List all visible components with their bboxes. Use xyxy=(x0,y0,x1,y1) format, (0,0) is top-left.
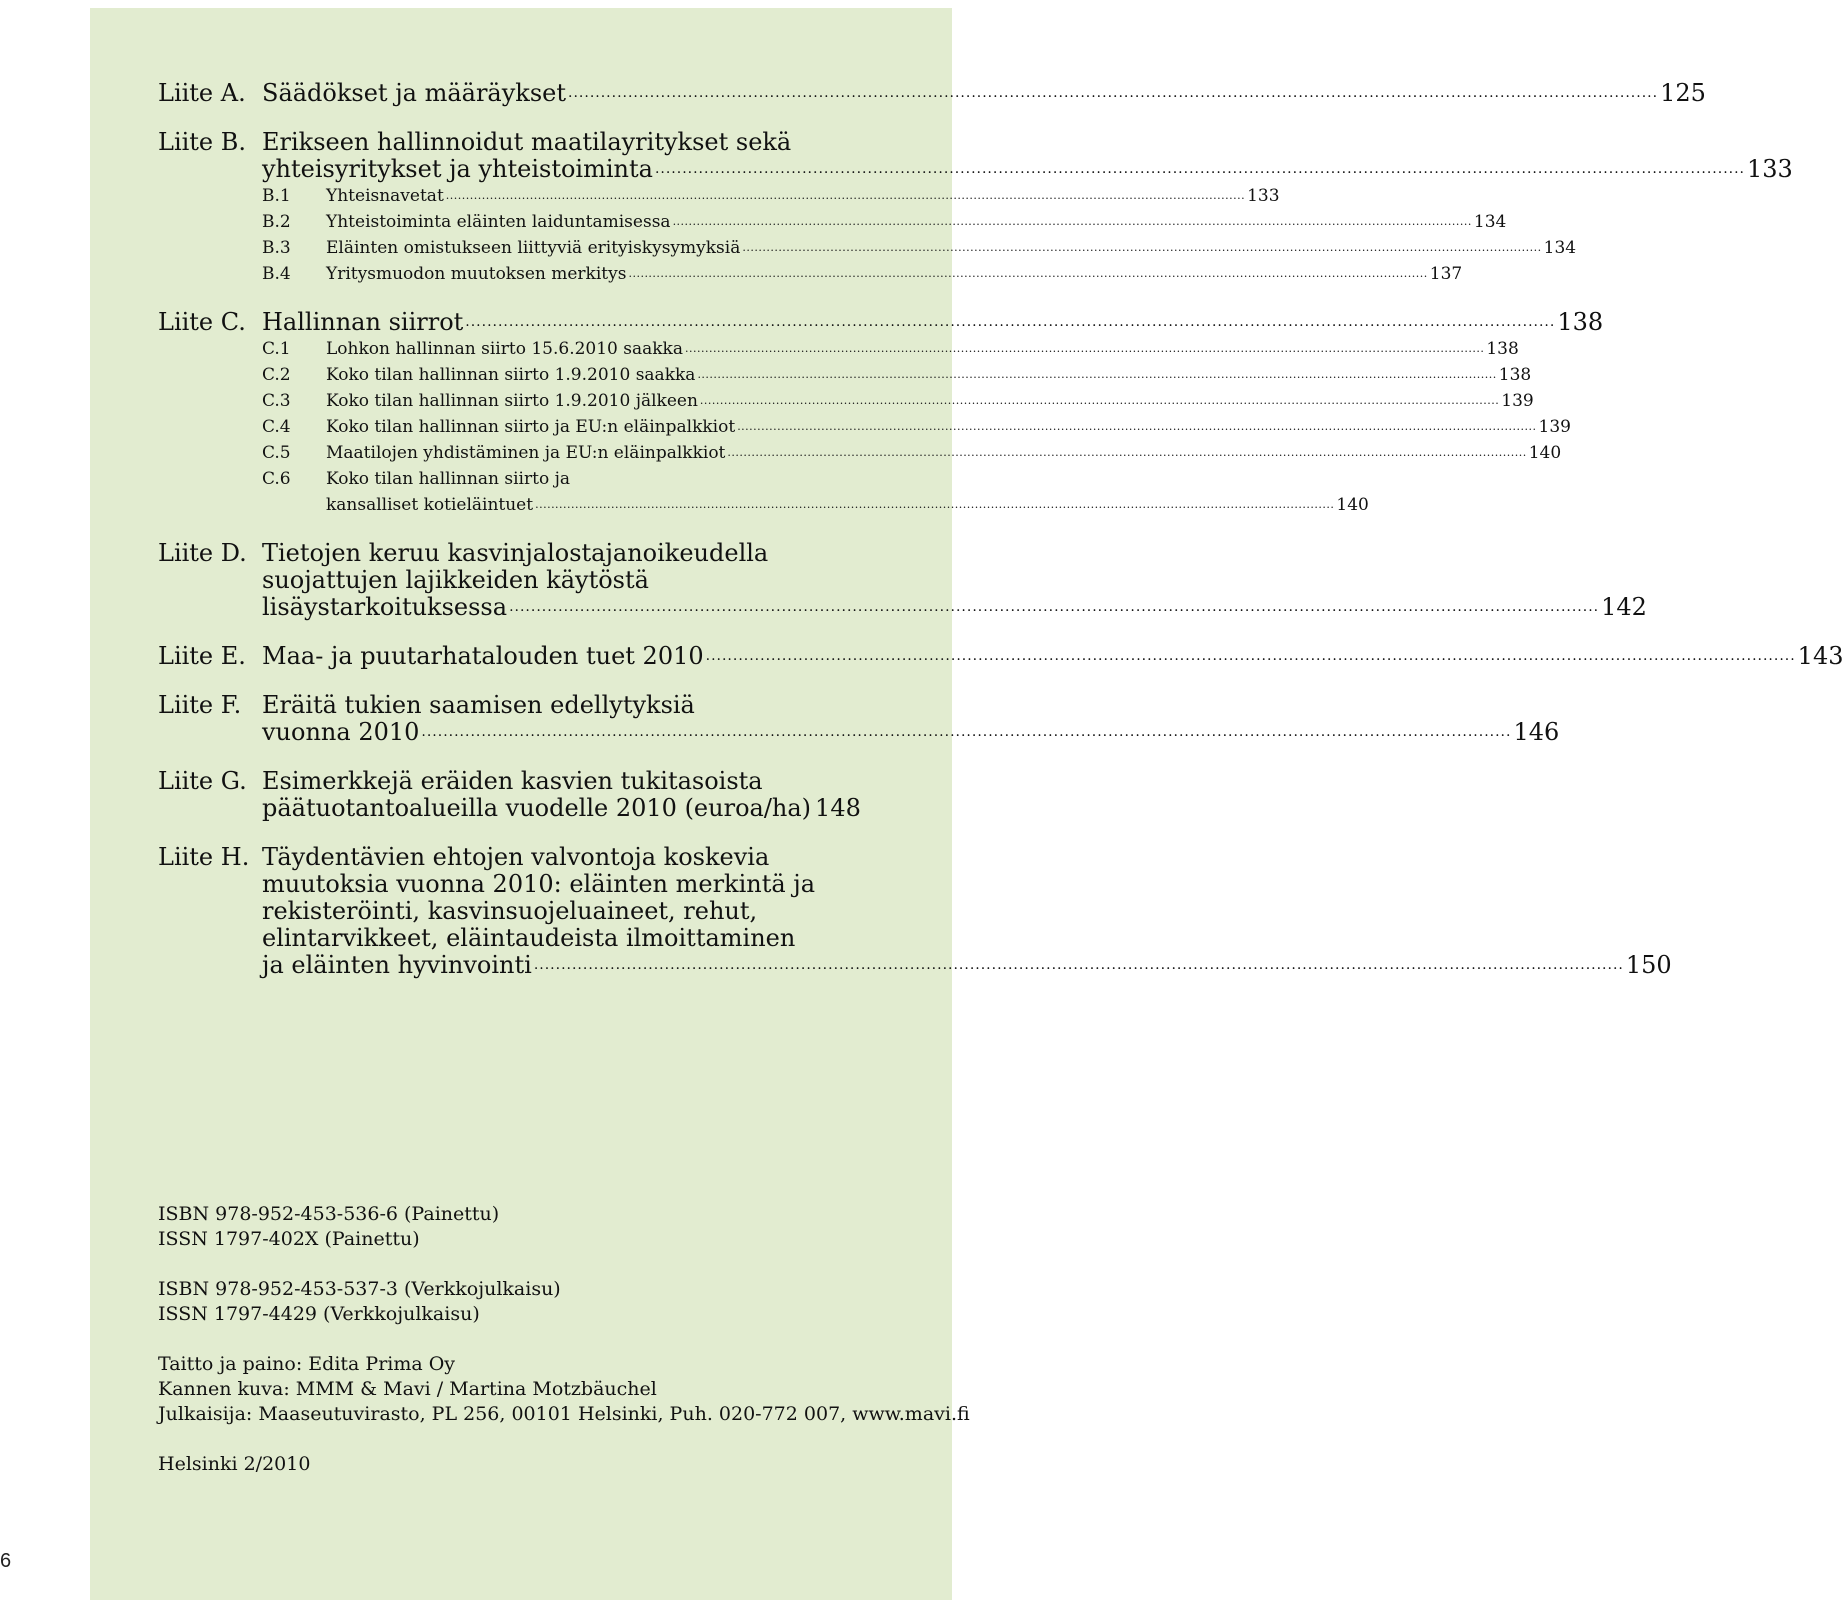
toc-line xyxy=(262,794,861,822)
dot-leader: ........................................................................................................................................................................................................ xyxy=(742,241,1542,254)
toc-subentry xyxy=(158,388,1534,414)
imprint xyxy=(158,1202,970,1477)
toc-page-number: 138 xyxy=(1557,308,1604,336)
toc-entry xyxy=(158,691,1560,746)
issn-web: ISSN 1797-4429 (Verkkojulkaisu) xyxy=(158,1303,480,1325)
subsection-code: C.1 xyxy=(262,339,291,359)
toc-page-number: 137 xyxy=(1429,264,1463,284)
toc-line xyxy=(326,183,1280,209)
toc-line-text: yhteisyritykset ja yhteistoiminta xyxy=(262,155,653,183)
toc-entry xyxy=(158,843,1672,979)
toc-page-number: 138 xyxy=(1486,339,1519,359)
isbn-web: ISBN 978-952-453-537-3 (Verkkojulkaisu) xyxy=(158,1278,561,1300)
toc-entry xyxy=(158,642,1843,670)
subsection-code: B.1 xyxy=(262,186,291,206)
toc-line-text: Yritysmuodon muutoksen merkitys xyxy=(326,264,627,284)
toc-line-text: Lohkon hallinnan siirto 15.6.2010 saakka xyxy=(326,339,683,359)
toc-line-text: Eläinten omistukseen liittyviä erityiskysymyksiä xyxy=(326,238,741,258)
toc-line-text: kansalliset kotieläintuet xyxy=(326,495,534,515)
appendix-label: Liite B. xyxy=(158,128,247,156)
toc-subentry xyxy=(158,414,1571,440)
toc-line xyxy=(326,209,1507,235)
appendix-label: Liite H. xyxy=(158,843,250,871)
toc-subentry xyxy=(158,235,1577,261)
dot-leader: ........................................................................................................................................................................................................ xyxy=(699,394,1500,407)
dot-leader: ........................................................................................................................................................................................................ xyxy=(509,599,1600,615)
dot-leader: ........................................................................................................................................................................................................ xyxy=(465,314,1556,330)
toc-line xyxy=(262,79,1706,107)
dot-leader: ........................................................................................................................................................................................................ xyxy=(535,498,1335,511)
subsection-code: B.4 xyxy=(262,264,291,284)
toc-page-number: 146 xyxy=(1513,718,1560,746)
subsection-code: C.3 xyxy=(262,391,291,411)
toc-line xyxy=(326,440,1562,466)
toc-line-text: muutoksia vuonna 2010: eläinten merkintä ja xyxy=(262,870,816,898)
toc-line-text: Koko tilan hallinnan siirto ja EU:n eläinpalkkiot xyxy=(326,417,736,437)
toc-line xyxy=(262,692,798,719)
toc-page-number: 125 xyxy=(1660,79,1706,107)
toc-line xyxy=(262,308,1604,336)
toc-line xyxy=(326,492,1369,518)
toc-line-text: Täydentävien ehtojen valvontoja koskevia xyxy=(262,843,770,871)
dot-leader: ........................................................................................................................................................................................................ xyxy=(568,85,1659,101)
toc-line-text: Hallinnan siirrot xyxy=(262,308,464,336)
toc-line xyxy=(262,540,798,567)
cover-photo-credit: Kannen kuva: MMM & Mavi / Martina Motzbäuchel xyxy=(158,1378,657,1400)
subsection-code: C.2 xyxy=(262,365,291,385)
toc-page-number: 150 xyxy=(1625,951,1672,979)
appendix-label: Liite A. xyxy=(158,79,246,107)
toc-page-number: 134 xyxy=(1473,212,1507,232)
toc-line xyxy=(326,261,1463,287)
appendix-label: Liite C. xyxy=(158,308,246,336)
toc-line xyxy=(326,466,798,492)
dot-leader: ........................................................................................................................................................................................................ xyxy=(533,957,1624,973)
toc-line xyxy=(326,388,1534,414)
toc-page-number: 133 xyxy=(1747,155,1793,183)
toc-line-text: Maatilojen yhdistäminen ja EU:n eläinpalkkiot xyxy=(326,443,726,463)
toc-line-text: rekisteröinti, kasvinsuojeluaineet, rehut, xyxy=(262,897,758,925)
toc-page-number: 143 xyxy=(1797,642,1843,670)
dot-leader: ........................................................................................................................................................................................................ xyxy=(685,342,1485,355)
toc-line xyxy=(262,593,1647,621)
toc-line-text: Esimerkkejä eräiden kasvien tukitasoista xyxy=(262,767,763,795)
toc-line xyxy=(262,844,798,871)
dot-leader: ........................................................................................................................................................................................................ xyxy=(421,724,1512,740)
toc-page-number: 139 xyxy=(1538,417,1571,437)
toc-entry xyxy=(158,308,1604,336)
toc-line-text: Eräitä tukien saamisen edellytyksiä xyxy=(262,691,695,719)
issn-print: ISSN 1797-402X (Painettu) xyxy=(158,1228,420,1250)
appendix-label: Liite D. xyxy=(158,539,247,567)
toc-entry xyxy=(158,79,1706,107)
dot-leader: ........................................................................................................................................................................................................ xyxy=(705,648,1796,664)
toc-entry xyxy=(158,128,1793,183)
dot-leader: ........................................................................................................................................................................................................ xyxy=(697,368,1497,381)
toc-line-text: vuonna 2010 xyxy=(262,718,420,746)
subsection-code: C.4 xyxy=(262,417,291,437)
toc-line xyxy=(262,898,798,925)
subsection-code: C.6 xyxy=(262,469,291,489)
toc-line xyxy=(326,362,1532,388)
page-number: 6 xyxy=(0,1550,12,1572)
toc-subentry xyxy=(158,336,1519,362)
toc-page-number: 134 xyxy=(1543,238,1577,258)
toc-line-text: Yhteistoiminta eläinten laiduntamisessa xyxy=(326,212,671,232)
toc-page-number: 142 xyxy=(1601,593,1647,621)
table-of-contents xyxy=(158,79,1843,979)
toc-line-text: Maa- ja puutarhatalouden tuet 2010 xyxy=(262,642,704,670)
toc-line xyxy=(326,336,1519,362)
toc-page-number: 133 xyxy=(1247,186,1280,206)
dot-leader: ........................................................................................................................................................................................................ xyxy=(654,161,1745,177)
appendix-label: Liite E. xyxy=(158,642,246,670)
subsection-code: B.2 xyxy=(262,212,291,232)
isbn-print: ISBN 978-952-453-536-6 (Painettu) xyxy=(158,1203,500,1225)
dot-leader: ........................................................................................................................................................................................................ xyxy=(628,267,1428,280)
toc-subentry xyxy=(158,466,1369,518)
dot-leader: ........................................................................................................................................................................................................ xyxy=(737,420,1537,433)
toc-line xyxy=(262,951,1672,979)
toc-page-number: 148 xyxy=(815,794,861,822)
dot-leader: ........................................................................................................................................................................................................ xyxy=(672,215,1472,228)
layout-print-credit: Taitto ja paino: Edita Prima Oy xyxy=(158,1353,456,1375)
toc-line-text: suojattujen lajikkeiden käytöstä xyxy=(262,566,649,594)
toc-line xyxy=(262,129,798,156)
toc-page-number: 139 xyxy=(1501,391,1534,411)
toc-entry xyxy=(158,767,861,822)
toc-subentry xyxy=(158,261,1463,287)
toc-line-text: Koko tilan hallinnan siirto 1.9.2010 saakka xyxy=(326,365,696,385)
toc-line-text: ja eläinten hyvinvointi xyxy=(262,951,532,979)
subsection-code: B.3 xyxy=(262,238,291,258)
dot-leader: ........................................................................................................................................................................................................ xyxy=(727,446,1527,459)
toc-line xyxy=(262,925,798,952)
toc-line-text: Erikseen hallinnoidut maatilayritykset sekä xyxy=(262,128,792,156)
toc-line xyxy=(262,155,1793,183)
subsection-code: C.5 xyxy=(262,443,291,463)
dot-leader: ........................................................................................................................................................................................................ xyxy=(445,189,1246,202)
toc-line-text: Säädökset ja määräykset xyxy=(262,79,567,107)
toc-subentry xyxy=(158,183,1280,209)
toc-line xyxy=(262,768,798,795)
toc-line-text: Tietojen keruu kasvinjalostajanoikeudella xyxy=(262,539,769,567)
toc-line-text: lisäystarkoituksessa xyxy=(262,593,508,621)
toc-line-text: Koko tilan hallinnan siirto ja xyxy=(326,469,570,489)
toc-entry xyxy=(158,539,1647,621)
toc-line-text: elintarvikkeet, eläintaudeista ilmoittaminen xyxy=(262,924,796,952)
toc-page-number: 138 xyxy=(1498,365,1532,385)
toc-line-text: Yhteisnavetat xyxy=(326,186,444,206)
toc-line xyxy=(326,414,1571,440)
toc-line xyxy=(262,870,816,898)
toc-subentry xyxy=(158,362,1532,388)
toc-subentry xyxy=(158,440,1562,466)
toc-line xyxy=(262,718,1560,746)
toc-line xyxy=(262,642,1843,670)
appendix-label: Liite G. xyxy=(158,767,247,795)
toc-page-number: 140 xyxy=(1528,443,1562,463)
toc-page-number: 140 xyxy=(1336,495,1369,515)
toc-line xyxy=(262,567,798,594)
toc-line-text: Koko tilan hallinnan siirto 1.9.2010 jälkeen xyxy=(326,391,698,411)
toc-subentry xyxy=(158,209,1507,235)
publisher-info: Julkaisija: Maaseutuvirasto, PL 256, 00101 Helsinki, Puh. 020-772 007, www.mavi.fi xyxy=(158,1403,970,1425)
toc-line xyxy=(326,235,1577,261)
appendix-label: Liite F. xyxy=(158,691,242,719)
toc-line-text: päätuotantoalueilla vuodelle 2010 (euroa/ha) xyxy=(262,794,812,822)
place-date: Helsinki 2/2010 xyxy=(158,1453,311,1475)
